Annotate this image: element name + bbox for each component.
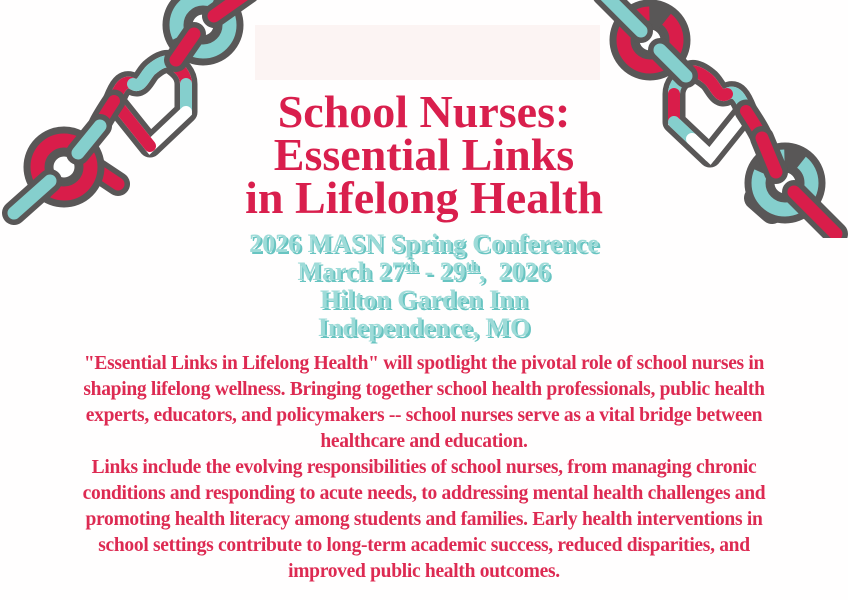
faint-highlight-band	[255, 25, 600, 80]
conference-name: 2026 MASN Spring Conference	[249, 229, 599, 258]
description-paragraph-1: "Essential Links in Lifelong Health" will spotlight the pivotal role of school nurses in shaping lifelong wellness. Bringing together school health professionals, public health experts, educators, and policymakers -- school nurses serve as a vital bridge between healthcare and education.	[83, 353, 765, 452]
conference-dates	[0, 258, 848, 286]
chain-link-icon	[214, 0, 248, 16]
date-ordinal: th	[404, 258, 418, 275]
flyer-content	[0, 86, 848, 585]
description-text	[74, 351, 774, 585]
date-part: March 27	[297, 257, 405, 286]
venue-city: Independence, MO	[317, 313, 531, 342]
page-title	[0, 86, 848, 223]
description-paragraph-2: Links include the evolving responsibilities of school nurses, from managing chronic conditions and responding to acute needs, to addressing mental health challenges and promoting health literacy among students and families. Early health interventions in school settings contribute to long-term academic success, reduced disparities, and improved public health outcomes.	[82, 457, 766, 582]
date-ordinal: th	[465, 258, 479, 275]
conference-details	[0, 230, 848, 342]
date-part: , 2026	[478, 257, 551, 286]
date-part: - 29	[417, 257, 466, 286]
chain-link-icon	[176, 34, 194, 60]
title-line-2: Essential Links	[273, 129, 575, 180]
title-line-3: in Lifelong Health	[245, 172, 603, 223]
venue-name: Hilton Garden Inn	[319, 285, 529, 314]
title-line-1: School Nurses:	[277, 86, 571, 137]
